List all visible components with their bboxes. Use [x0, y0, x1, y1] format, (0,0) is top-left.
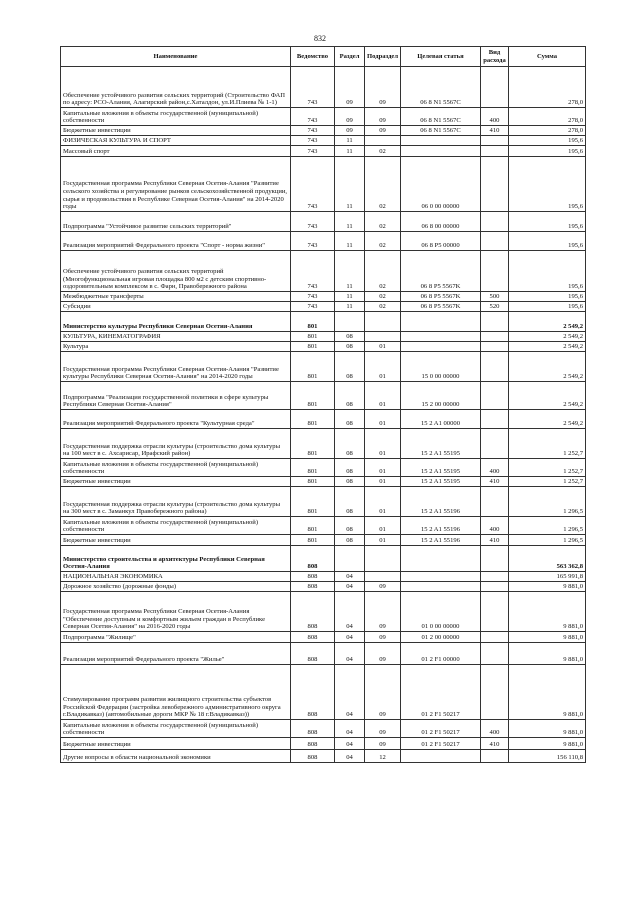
cell-name: Бюджетные инвестиции [61, 126, 291, 136]
cell-dept: 808 [291, 592, 335, 632]
cell-target: 06 0 00 00000 [401, 157, 481, 212]
table-row [61, 592, 586, 632]
cell-exp-type [481, 429, 509, 459]
cell-dept: 801 [291, 459, 335, 477]
header-subsection: Подраздел [365, 47, 401, 67]
cell-section: 11 [335, 136, 365, 146]
table-row [61, 302, 586, 312]
header-exp-type: Вид расхода [481, 47, 509, 67]
cell-exp-type [481, 251, 509, 292]
cell-name: Бюджетные инвестиции [61, 738, 291, 750]
cell-exp-type [481, 67, 509, 108]
cell-sum: 195,6 [509, 157, 586, 212]
cell-section: 11 [335, 302, 365, 312]
cell-name: Государственная поддержка отрасли культуры (строительство дома культуры на 300 мест в с. Заманкул Правобережного района) [61, 487, 291, 517]
cell-section: 11 [335, 146, 365, 157]
cell-sum: 9 881,0 [509, 592, 586, 632]
cell-target: 15 2 A1 55195 [401, 459, 481, 477]
cell-exp-type [481, 632, 509, 643]
cell-dept: 801 [291, 352, 335, 382]
cell-subsection: 09 [365, 108, 401, 126]
cell-sum: 1 252,7 [509, 477, 586, 487]
table-row [61, 572, 586, 582]
table-row [61, 136, 586, 146]
cell-name: Капитальные вложения в объекты государственной (муниципальной) собственности [61, 720, 291, 738]
cell-dept: 801 [291, 477, 335, 487]
cell-subsection: 01 [365, 410, 401, 429]
cell-exp-type [481, 342, 509, 352]
cell-subsection: 09 [365, 632, 401, 643]
cell-sum: 195,6 [509, 136, 586, 146]
cell-name: НАЦИОНАЛЬНАЯ ЭКОНОМИКА [61, 572, 291, 582]
cell-exp-type: 410 [481, 126, 509, 136]
cell-subsection [365, 546, 401, 572]
cell-target: 06 8 P5 00000 [401, 232, 481, 251]
cell-dept: 808 [291, 738, 335, 750]
table-row [61, 157, 586, 212]
cell-section: 08 [335, 459, 365, 477]
cell-target: 06 8 N1 5567C [401, 108, 481, 126]
cell-subsection: 09 [365, 643, 401, 665]
cell-subsection: 01 [365, 429, 401, 459]
cell-name: Межбюджетные трансферты [61, 292, 291, 302]
cell-name: Стимулирование программ развития жилищного строительства субъектов Российской Федерации (застройка левобережного административного округа г.Владикавказ) (автомобильные дороги МКР № 18 г.Владикавказ)) [61, 665, 291, 720]
cell-section: 08 [335, 382, 365, 410]
cell-dept: 743 [291, 251, 335, 292]
cell-dept: 808 [291, 643, 335, 665]
cell-target: 06 8 N1 5567C [401, 126, 481, 136]
cell-target: 06 8 N1 5567C [401, 67, 481, 108]
cell-dept: 743 [291, 302, 335, 312]
cell-subsection: 02 [365, 292, 401, 302]
cell-dept: 743 [291, 212, 335, 232]
cell-sum: 9 881,0 [509, 738, 586, 750]
cell-dept: 743 [291, 136, 335, 146]
cell-sum: 9 881,0 [509, 665, 586, 720]
cell-sum: 9 881,0 [509, 720, 586, 738]
header-dept: Ведомство [291, 47, 335, 67]
cell-sum: 2 549,2 [509, 410, 586, 429]
cell-target [401, 332, 481, 342]
cell-name: ФИЗИЧЕСКАЯ КУЛЬТУРА И СПОРТ [61, 136, 291, 146]
cell-section: 08 [335, 517, 365, 535]
header-sum: Сумма [509, 47, 586, 67]
table-row [61, 232, 586, 251]
cell-subsection: 09 [365, 592, 401, 632]
cell-name: Капитальные вложения в объекты государственной (муниципальной) собственности [61, 108, 291, 126]
cell-section: 11 [335, 292, 365, 302]
cell-sum: 1 296,5 [509, 535, 586, 546]
table-body [61, 67, 586, 763]
cell-target: 15 2 00 00000 [401, 382, 481, 410]
table-row [61, 459, 586, 477]
cell-exp-type: 520 [481, 302, 509, 312]
cell-target: 01 2 F1 50217 [401, 738, 481, 750]
cell-exp-type [481, 582, 509, 592]
cell-sum: 1 296,5 [509, 487, 586, 517]
cell-subsection: 02 [365, 157, 401, 212]
cell-target [401, 572, 481, 582]
cell-name: Реализация мероприятий Федерального проекта "Спорт - норма жизни" [61, 232, 291, 251]
cell-target [401, 582, 481, 592]
cell-section: 08 [335, 410, 365, 429]
table-row [61, 517, 586, 535]
table-row [61, 665, 586, 720]
cell-target: 15 2 A1 55196 [401, 535, 481, 546]
cell-dept: 743 [291, 108, 335, 126]
cell-sum: 1 252,7 [509, 459, 586, 477]
cell-subsection: 02 [365, 146, 401, 157]
cell-name: Государственная программа Республики Северная Осетия-Алания "Развитие сельского хозяйства и регулирование рынков сельскохозяйственной продукции, сырья и продовольствия в Республике Северная Осетия-Алания" на 2014-2020 годы [61, 157, 291, 212]
table-row [61, 146, 586, 157]
cell-exp-type [481, 750, 509, 763]
cell-sum: 2 549,2 [509, 342, 586, 352]
cell-dept: 801 [291, 535, 335, 546]
cell-exp-type [481, 487, 509, 517]
table-row [61, 487, 586, 517]
cell-subsection: 02 [365, 212, 401, 232]
table-row [61, 720, 586, 738]
cell-exp-type [481, 410, 509, 429]
header-name: Наименование [61, 47, 291, 67]
cell-dept: 801 [291, 342, 335, 352]
table-row [61, 292, 586, 302]
cell-name: Государственная поддержка отрасли культуры (строительство дома культуры на 100 мест в с. Ахсарисар, Ирафский район) [61, 429, 291, 459]
cell-section: 11 [335, 232, 365, 251]
table-row [61, 546, 586, 572]
cell-subsection: 12 [365, 750, 401, 763]
cell-target: 06 8 P5 5567K [401, 251, 481, 292]
cell-exp-type: 500 [481, 292, 509, 302]
cell-sum: 9 881,0 [509, 582, 586, 592]
table-row [61, 251, 586, 292]
table-row [61, 352, 586, 382]
table-row [61, 108, 586, 126]
cell-subsection: 09 [365, 126, 401, 136]
cell-dept: 808 [291, 665, 335, 720]
cell-name: Капитальные вложения в объекты государственной (муниципальной) собственности [61, 517, 291, 535]
cell-subsection: 01 [365, 352, 401, 382]
cell-section: 09 [335, 108, 365, 126]
cell-target [401, 342, 481, 352]
cell-dept: 743 [291, 126, 335, 136]
cell-sum: 2 549,2 [509, 382, 586, 410]
cell-sum: 2 549,2 [509, 332, 586, 342]
cell-section: 04 [335, 643, 365, 665]
cell-target: 15 2 A1 55196 [401, 487, 481, 517]
cell-name: Дорожное хозяйство (дорожные фонды) [61, 582, 291, 592]
cell-subsection [365, 312, 401, 332]
cell-sum: 278,0 [509, 126, 586, 136]
cell-exp-type [481, 592, 509, 632]
table-row [61, 643, 586, 665]
cell-exp-type [481, 643, 509, 665]
cell-subsection: 09 [365, 67, 401, 108]
cell-dept: 808 [291, 632, 335, 643]
header-section: Раздел [335, 47, 365, 67]
cell-target [401, 312, 481, 332]
cell-section: 04 [335, 632, 365, 643]
cell-dept: 801 [291, 410, 335, 429]
cell-sum: 195,6 [509, 212, 586, 232]
cell-name: Подпрограмма "Реализация государственной политики в сфере культуры Республики Северная Осетия-Алания" [61, 382, 291, 410]
cell-name: Министерство культуры Республики Северная Осетия-Алания [61, 312, 291, 332]
header-target: Целевая статья [401, 47, 481, 67]
cell-section: 08 [335, 429, 365, 459]
cell-section: 08 [335, 477, 365, 487]
cell-target [401, 136, 481, 146]
cell-subsection: 02 [365, 302, 401, 312]
cell-target: 01 2 F1 00000 [401, 643, 481, 665]
cell-exp-type [481, 572, 509, 582]
table-row [61, 410, 586, 429]
cell-sum: 195,6 [509, 232, 586, 251]
cell-sum: 2 549,2 [509, 312, 586, 332]
table-row [61, 535, 586, 546]
cell-dept: 801 [291, 312, 335, 332]
cell-section: 11 [335, 212, 365, 232]
table-row [61, 382, 586, 410]
cell-dept: 801 [291, 382, 335, 410]
cell-target: 01 0 00 00000 [401, 592, 481, 632]
cell-dept: 743 [291, 232, 335, 251]
cell-sum: 195,6 [509, 146, 586, 157]
cell-exp-type [481, 136, 509, 146]
cell-exp-type: 400 [481, 517, 509, 535]
cell-target: 15 2 A1 00000 [401, 410, 481, 429]
cell-sum: 1 252,7 [509, 429, 586, 459]
cell-subsection [365, 572, 401, 582]
cell-target [401, 146, 481, 157]
cell-exp-type: 400 [481, 108, 509, 126]
cell-sum: 9 881,0 [509, 632, 586, 643]
table-row [61, 429, 586, 459]
table-row [61, 342, 586, 352]
cell-exp-type [481, 382, 509, 410]
cell-sum: 9 881,0 [509, 643, 586, 665]
cell-dept: 808 [291, 572, 335, 582]
cell-dept: 743 [291, 292, 335, 302]
cell-sum: 195,6 [509, 302, 586, 312]
cell-subsection: 09 [365, 665, 401, 720]
table-row [61, 738, 586, 750]
cell-dept: 801 [291, 487, 335, 517]
cell-exp-type [481, 157, 509, 212]
cell-target: 01 2 00 00000 [401, 632, 481, 643]
cell-target: 15 2 A1 55196 [401, 517, 481, 535]
cell-name: Реализация мероприятий Федерального проекта "Культурная среда" [61, 410, 291, 429]
cell-name: КУЛЬТУРА, КИНЕМАТОГРАФИЯ [61, 332, 291, 342]
cell-dept: 801 [291, 429, 335, 459]
cell-section: 09 [335, 126, 365, 136]
cell-name: Субсидии [61, 302, 291, 312]
cell-name: Министерство строительства и архитектуры Республики Северная Осетия-Алания [61, 546, 291, 572]
cell-dept: 801 [291, 517, 335, 535]
table-row [61, 312, 586, 332]
cell-exp-type: 400 [481, 720, 509, 738]
budget-table [60, 46, 586, 763]
cell-subsection: 01 [365, 487, 401, 517]
cell-subsection: 01 [365, 535, 401, 546]
cell-exp-type [481, 212, 509, 232]
cell-name: Государственная программа Республики Северная Осетия-Алания "Обеспечение доступным и комфортным жильем граждан в Республике Северная Осетия-Алания" на 2016-2020 годы [61, 592, 291, 632]
cell-section [335, 312, 365, 332]
cell-section: 04 [335, 738, 365, 750]
cell-name: Обеспечение устойчивого развития сельских территорий (Строительство ФАП по адресу: РСО-Алания, Алагирский район,с.Хаталдон, ул.И.Плиева № 1-1) [61, 67, 291, 108]
cell-target: 15 0 00 00000 [401, 352, 481, 382]
table-row [61, 332, 586, 342]
cell-exp-type [481, 546, 509, 572]
cell-section: 04 [335, 750, 365, 763]
cell-exp-type [481, 312, 509, 332]
cell-exp-type: 410 [481, 738, 509, 750]
cell-section: 04 [335, 572, 365, 582]
table-row [61, 126, 586, 136]
cell-name: Бюджетные инвестиции [61, 535, 291, 546]
cell-exp-type [481, 352, 509, 382]
cell-exp-type [481, 232, 509, 251]
cell-dept: 801 [291, 332, 335, 342]
cell-target: 01 2 F1 50217 [401, 665, 481, 720]
cell-section: 09 [335, 67, 365, 108]
table-row [61, 632, 586, 643]
cell-dept: 808 [291, 582, 335, 592]
cell-dept: 808 [291, 546, 335, 572]
cell-section: 08 [335, 535, 365, 546]
table-header-row [61, 47, 586, 67]
cell-name: Подпрограмма "Жилище" [61, 632, 291, 643]
cell-target [401, 750, 481, 763]
table-row [61, 212, 586, 232]
cell-dept: 808 [291, 750, 335, 763]
table-row [61, 582, 586, 592]
cell-dept: 743 [291, 146, 335, 157]
cell-target: 15 2 A1 55195 [401, 477, 481, 487]
cell-section: 11 [335, 251, 365, 292]
cell-name: Другие вопросы в области национальной экономики [61, 750, 291, 763]
cell-subsection [365, 136, 401, 146]
cell-sum: 165 991,8 [509, 572, 586, 582]
cell-dept: 743 [291, 67, 335, 108]
cell-subsection: 09 [365, 582, 401, 592]
cell-section: 11 [335, 157, 365, 212]
cell-sum: 1 296,5 [509, 517, 586, 535]
cell-section: 04 [335, 720, 365, 738]
cell-exp-type: 410 [481, 535, 509, 546]
cell-target: 06 8 00 00000 [401, 212, 481, 232]
cell-name: Культура [61, 342, 291, 352]
cell-sum: 156 110,8 [509, 750, 586, 763]
cell-subsection: 02 [365, 251, 401, 292]
cell-sum: 195,6 [509, 251, 586, 292]
page-number: 832 [314, 34, 326, 43]
cell-exp-type: 410 [481, 477, 509, 487]
cell-subsection: 09 [365, 720, 401, 738]
cell-name: Подпрограмма "Устойчивое развитие сельских территорий" [61, 212, 291, 232]
cell-section: 04 [335, 582, 365, 592]
cell-section: 08 [335, 352, 365, 382]
cell-sum: 563 362,8 [509, 546, 586, 572]
cell-name: Капитальные вложения в объекты государственной (муниципальной) собственности [61, 459, 291, 477]
cell-name: Реализация мероприятий Федерального проекта "Жилье" [61, 643, 291, 665]
cell-target: 15 2 A1 55195 [401, 429, 481, 459]
cell-dept: 743 [291, 157, 335, 212]
cell-section: 08 [335, 487, 365, 517]
cell-subsection: 02 [365, 232, 401, 251]
table-row [61, 477, 586, 487]
cell-subsection: 09 [365, 738, 401, 750]
cell-target: 06 8 P5 5567K [401, 292, 481, 302]
cell-name: Государственная программа Республики Северная Осетия-Алания "Развитие культуры Республики Северная Осетия-Алания" на 2014-2020 годы [61, 352, 291, 382]
table-row [61, 67, 586, 108]
cell-name: Массовый спорт [61, 146, 291, 157]
cell-subsection: 01 [365, 477, 401, 487]
cell-subsection: 01 [365, 382, 401, 410]
cell-section: 04 [335, 592, 365, 632]
cell-target: 01 2 F1 50217 [401, 720, 481, 738]
cell-section: 08 [335, 342, 365, 352]
cell-exp-type [481, 332, 509, 342]
cell-sum: 2 549,2 [509, 352, 586, 382]
table-row [61, 750, 586, 763]
cell-subsection: 01 [365, 517, 401, 535]
cell-name: Бюджетные инвестиции [61, 477, 291, 487]
cell-sum: 278,0 [509, 67, 586, 108]
cell-sum: 278,0 [509, 108, 586, 126]
cell-section: 08 [335, 332, 365, 342]
cell-dept: 808 [291, 720, 335, 738]
cell-name: Обеспечение устойчивого развития сельских территорий (Многофункциональная игровая площадка 800 м2 с детским спортивно-оздоровительным комплексом в с. Фарн, Правобережного района [61, 251, 291, 292]
cell-exp-type [481, 146, 509, 157]
cell-subsection: 01 [365, 459, 401, 477]
cell-target: 06 8 P5 5567K [401, 302, 481, 312]
cell-exp-type [481, 665, 509, 720]
cell-sum: 195,6 [509, 292, 586, 302]
cell-target [401, 546, 481, 572]
cell-section: 04 [335, 665, 365, 720]
cell-exp-type: 400 [481, 459, 509, 477]
cell-subsection [365, 332, 401, 342]
cell-subsection: 01 [365, 342, 401, 352]
cell-section [335, 546, 365, 572]
